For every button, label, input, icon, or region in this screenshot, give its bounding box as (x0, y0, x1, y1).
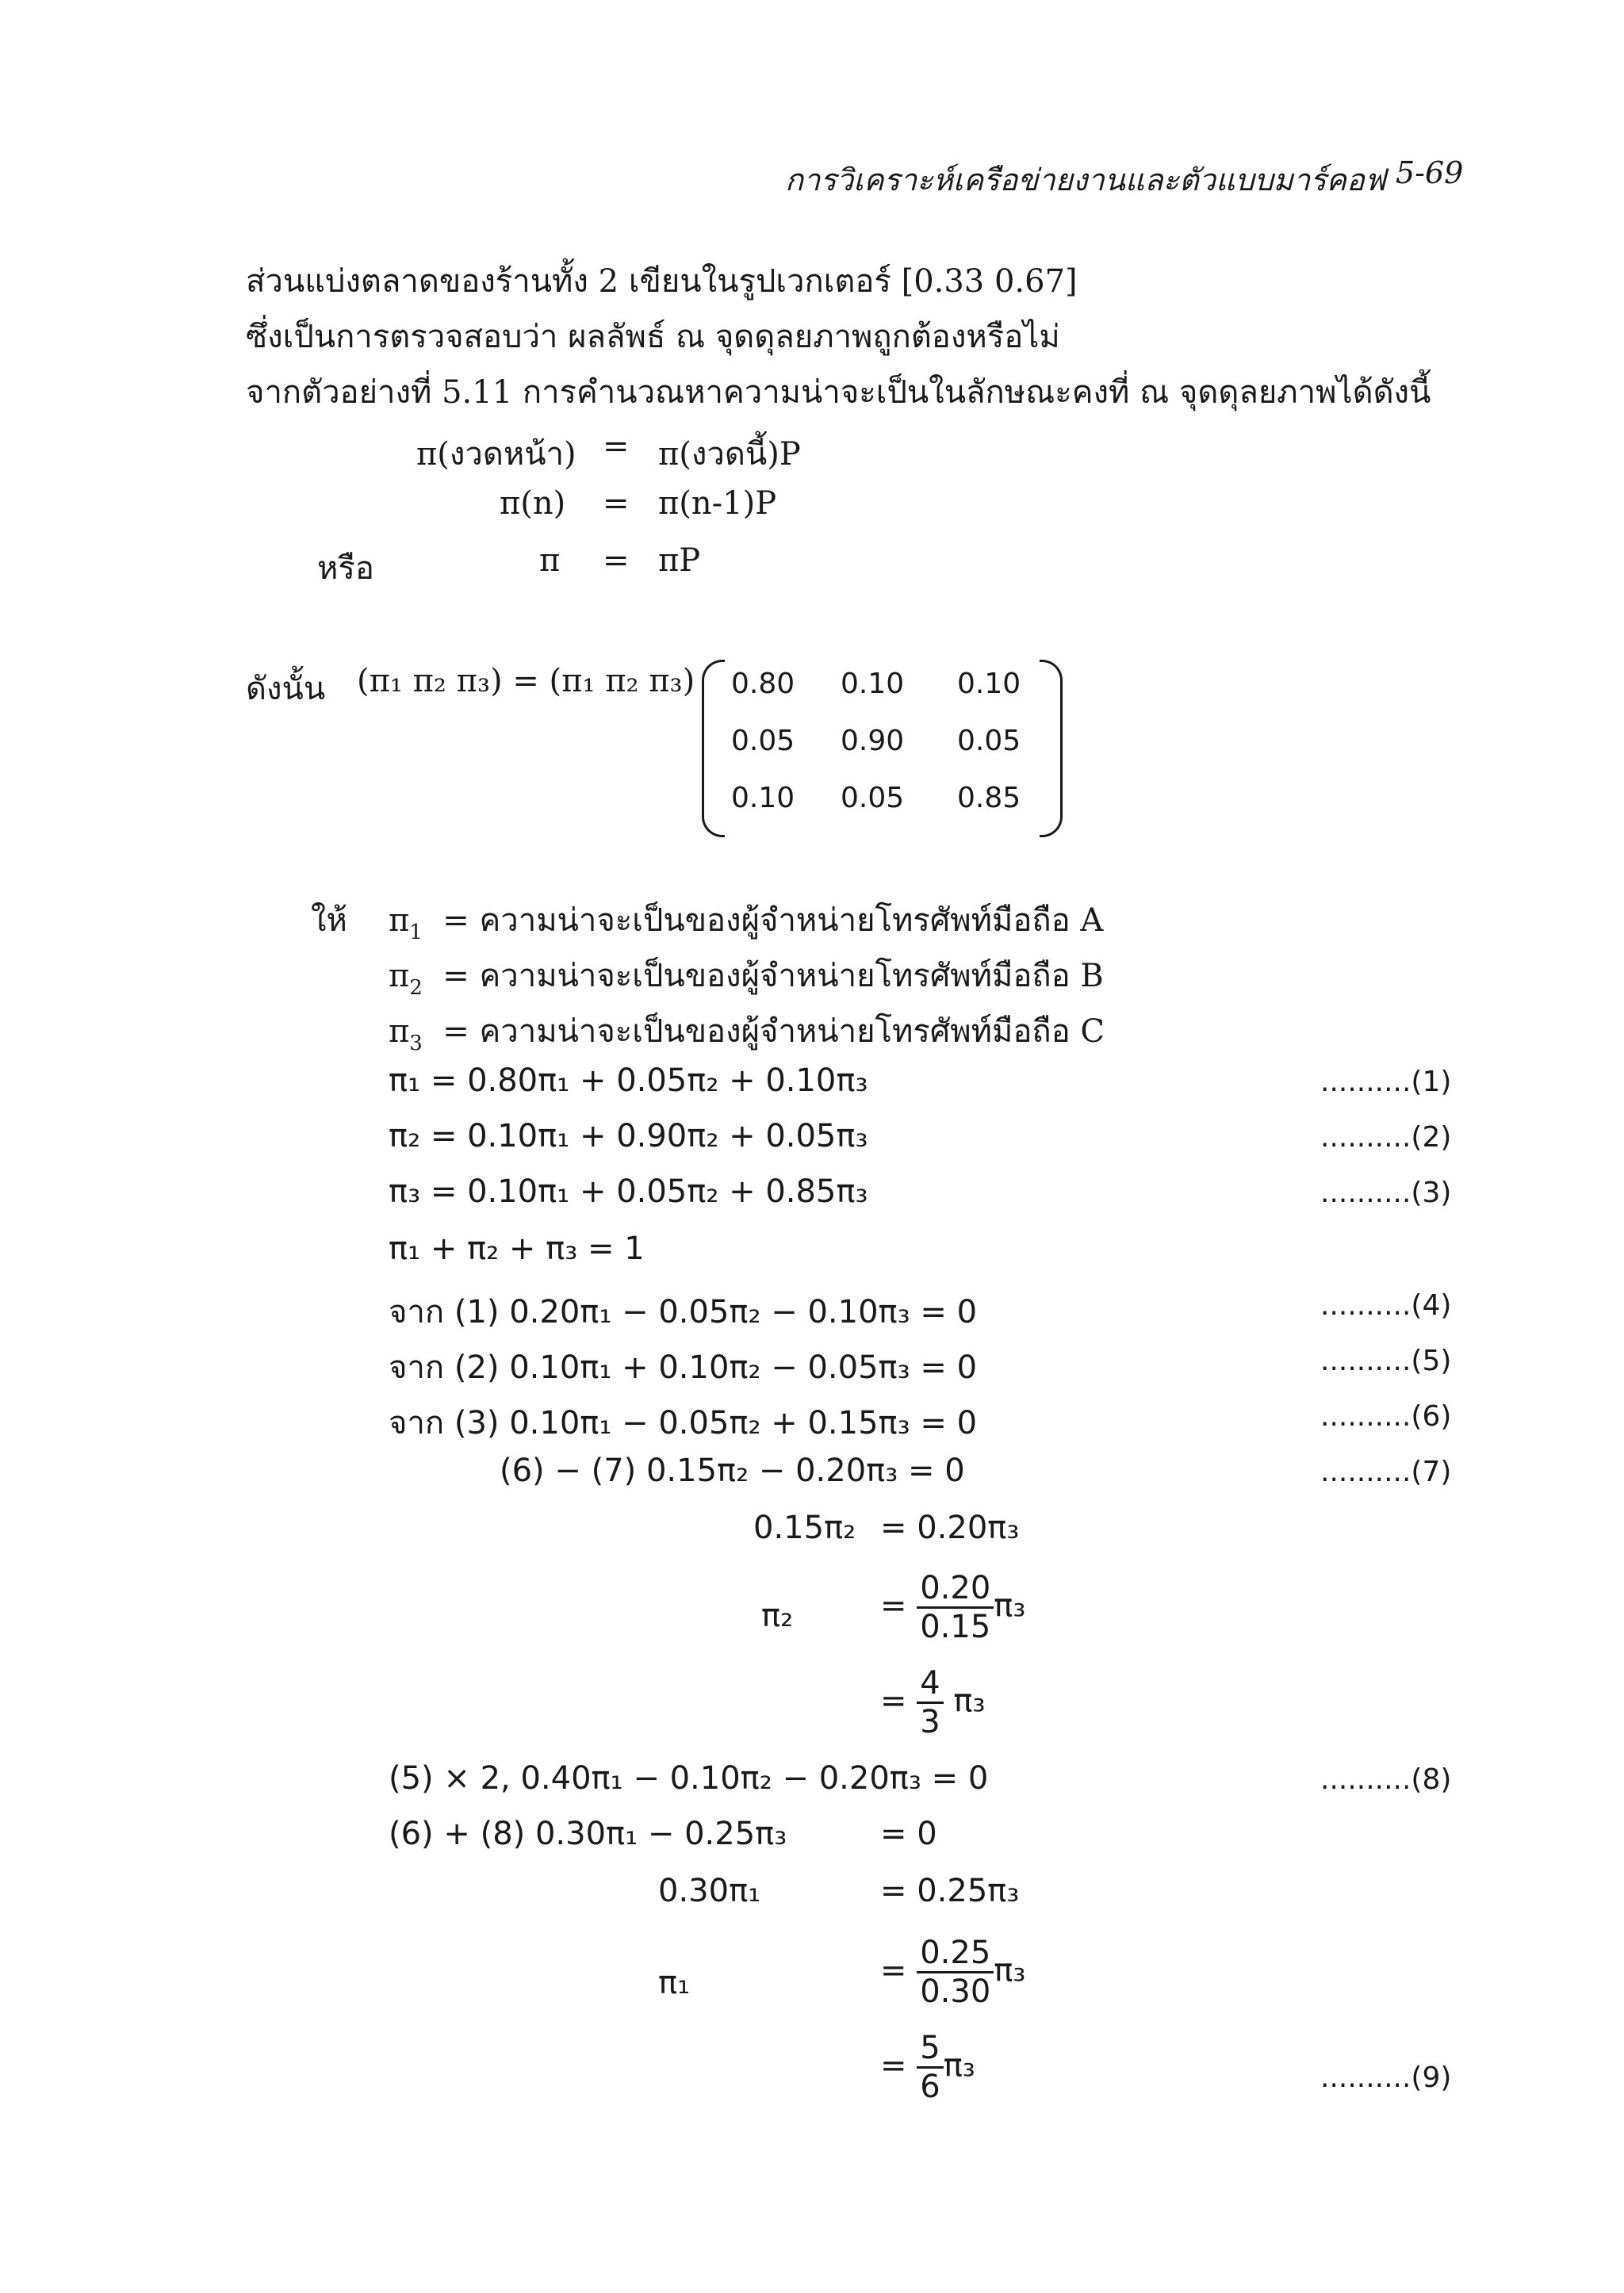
def-line: $\pi_3$ = ความน่าจะเป็นของผู้จำหน่ายโทรศัพท์มือถือ C (389, 1013, 1105, 1055)
def-line: $\pi_1$ = ความน่าจะเป็นของผู้จำหน่ายโทรศัพท์มือถือ A (389, 902, 1104, 944)
defs-let: ให้ (311, 902, 347, 939)
equation-6: จาก (3) 0.10π₁ − 0.05π₂ + 0.15π₃ = 0 (389, 1405, 978, 1441)
equation-9b-lhs: 0.30π₁ (658, 1873, 761, 1909)
steady-rhs-3: πP (658, 542, 701, 579)
matrix-cell: 0.05 (731, 725, 795, 757)
matrix-cell: 0.05 (957, 725, 1021, 757)
matrix-cell: 0.10 (731, 782, 795, 814)
intro-line-1: ส่วนแบ่งตลาดของร้านทั้ง 2 เขียนในรูปเวกเตอร์ [0.33 0.67] (246, 263, 1078, 300)
equation-9c-lhs: π₁ (658, 1965, 691, 2001)
equation-9a: (6) + (8) 0.30π₁ − 0.25π₃ (389, 1816, 787, 1852)
equation-ref-7: ..........(7) (1320, 1456, 1452, 1488)
steady-lhs-1: π(งวดหน้า) (416, 436, 576, 473)
fraction-pi1: = $\frac{0.25}{0.30}$ π₃ (880, 1935, 1026, 2010)
matrix-cell: 0.90 (841, 725, 905, 757)
steady-rhs-1: π(งวดนี้)P (658, 436, 801, 473)
equation-8: (5) × 2, 0.40π₁ − 0.10π₂ − 0.20π₃ = 0 (389, 1760, 989, 1797)
equation-3: π₃ = 0.10π₁ + 0.05π₂ + 0.85π₃ (389, 1173, 868, 1210)
running-header (785, 155, 1464, 204)
equation-7b-lhs: π₂ (761, 1598, 794, 1634)
matrix-cell: 0.80 (731, 668, 795, 700)
equation-9a-rhs: = 0 (880, 1816, 937, 1852)
matrix-cell: 0.05 (841, 782, 905, 814)
page-number: 5-69 (1396, 155, 1464, 190)
matrix-right-bracket (1040, 660, 1063, 837)
equation-4: จาก (1) 0.20π₁ − 0.05π₂ − 0.10π₃ = 0 (389, 1294, 978, 1330)
equation-1: π₁ = 0.80π₁ + 0.05π₂ + 0.10π₃ (389, 1062, 868, 1099)
equation-ref-6: ..........(6) (1320, 1400, 1452, 1433)
equation-ref-8: ..........(8) (1320, 1763, 1452, 1796)
steady-eq-2: = (603, 485, 630, 522)
equation-9b-rhs: = 0.25π₃ (880, 1873, 1020, 1909)
def-line: $\pi_2$ = ความน่าจะเป็นของผู้จำหน่ายโทรศัพท์มือถือ B (389, 958, 1104, 1000)
steady-eq-3: = (603, 542, 630, 579)
fraction-pi1-simplified: = $\frac{5}{6}$ π₃ (880, 2030, 975, 2105)
matrix-lhs: (π₁ π₂ π₃) = (π₁ π₂ π₃) (357, 663, 695, 699)
matrix-cell: 0.85 (957, 782, 1021, 814)
matrix-cell: 0.10 (957, 668, 1021, 700)
intro-line-2: ซึ่งเป็นการตรวจสอบว่า ผลลัพธ์ ณ จุดดุลยภาพถูกต้องหรือไม่ (246, 319, 1060, 355)
equation-ref-2: ..........(2) (1320, 1121, 1452, 1154)
equation-ref-1: ..........(1) (1320, 1066, 1452, 1098)
equation-7: (6) − (7) 0.15π₂ − 0.20π₃ = 0 (500, 1453, 965, 1489)
equation-7a-lhs: 0.15π₂ (753, 1510, 856, 1546)
equation-ref-9: ..........(9) (1320, 2061, 1452, 2094)
intro-line-3: จากตัวอย่างที่ 5.11 การคำนวณหาความน่าจะเป็นในลักษณะคงที่ ณ จุดดุลยภาพได้ดังนี้ (246, 374, 1431, 411)
equation-sum: π₁ + π₂ + π₃ = 1 (389, 1231, 645, 1267)
matrix-prefix: ดังนั้น (246, 671, 326, 707)
matrix-cell: 0.10 (841, 668, 905, 700)
fraction-pi2-simplified: = $\frac{4}{3}$ π₃ (880, 1665, 986, 1740)
equation-ref-5: ..........(5) (1320, 1345, 1452, 1377)
steady-lhs-3: π (539, 542, 561, 579)
equation-5: จาก (2) 0.10π₁ + 0.10π₂ − 0.05π₃ = 0 (389, 1349, 978, 1386)
steady-lhs-2: π(n) (500, 485, 566, 522)
equation-ref-4: ..........(4) (1320, 1289, 1452, 1322)
matrix-left-bracket (702, 660, 725, 837)
steady-rhs-2: π(n-1)P (658, 485, 777, 522)
transition-matrix (702, 660, 1063, 842)
steady-or: หรือ (317, 550, 374, 587)
equation-7a-rhs: = 0.20π₃ (880, 1510, 1020, 1546)
fraction-pi2: = $\frac{0.20}{0.15}$ π₃ (880, 1570, 1026, 1645)
steady-eq-1: = (603, 428, 630, 465)
equation-ref-3: ..........(3) (1320, 1177, 1452, 1209)
header-title: การวิเคราะห์เครือข่ายงานและตัวแบบมาร์คอฟ (785, 163, 1386, 197)
equation-2: π₂ = 0.10π₁ + 0.90π₂ + 0.05π₃ (389, 1118, 868, 1154)
